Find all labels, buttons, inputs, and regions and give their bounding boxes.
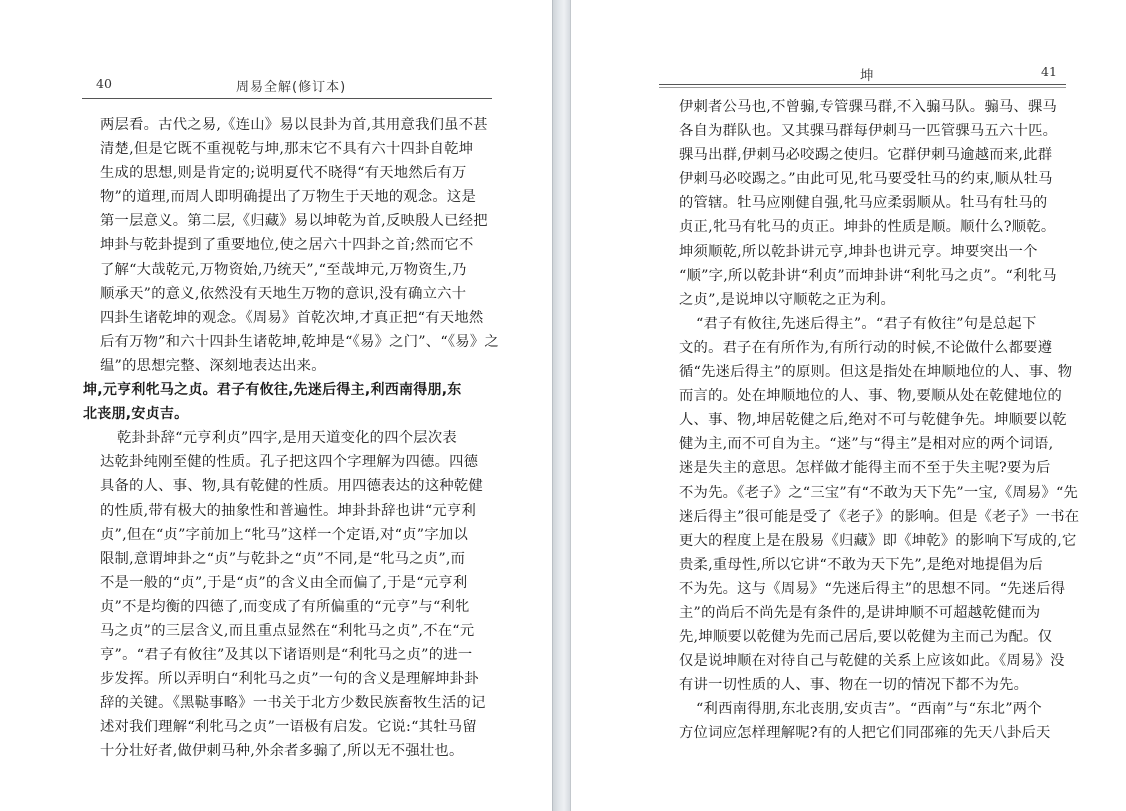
body-text-line: 迷是失主的意思。怎样做才能得主而不至于失主呢?要为后: [679, 460, 1051, 477]
right-page-body: [679, 95, 1079, 746]
body-text-line: 先,坤顺要以乾健为先而己居后,要以乾健为主而己为配。仅: [679, 629, 1053, 646]
body-text-line: 贵柔,重母性,所以它讲“不敢为天下先”,是绝对地提倡为后: [679, 556, 1044, 573]
body-text-line: 的性质,带有极大的抽象性和普遍性。坤卦卦辞也讲“元亨利: [100, 502, 477, 519]
right-header-rule-under: [659, 87, 1066, 88]
body-text-line: 之贞”,是说坤以守顺乾之正为利。: [679, 291, 896, 308]
body-text-line: 乾卦卦辞“元亨利贞”四字,是用天道变化的四个层次表: [117, 430, 457, 447]
book-gutter: [552, 0, 571, 811]
body-text-line: 迷后得主”很可能是受了《老子》的影响。但是《老子》一书在: [679, 508, 1080, 525]
body-text-line: 不是一般的“贞”,于是“贞”的含义由全而偏了,于是“元亨利: [100, 574, 468, 591]
body-text-line: “君子有攸往,先迷后得主”。“君子有攸往”句是总起下: [696, 315, 1037, 332]
body-text-line: 四卦生诸乾坤的观念。《周易》首乾次坤,才真正把“有天地然: [100, 309, 484, 326]
left-page-running-title: 周易全解(修订本): [236, 80, 347, 95]
body-text-line: 贞正,牝马有牝马的贞正。坤卦的性质是顺。顺什么?顺乾。: [679, 219, 1056, 236]
left-page-number: 40: [96, 76, 112, 91]
body-text-line: 具备的人、事、物,具有乾健的性质。用四德表达的这种乾健: [100, 478, 484, 495]
right-page-header: [571, 64, 1126, 96]
body-text-line: 后有万物”和六十四卦生诸乾坤,乾坤是“《易》之门”、“《易》之: [100, 333, 499, 350]
body-text-line: 贞”不是均衡的四德了,而变成了有所偏重的“元亨”与“利牝: [100, 598, 470, 615]
body-text-line: 不为先。《老子》之“三宝”有“不敢为天下先”一宝,《周易》“先: [679, 484, 1079, 501]
left-page-header: [0, 76, 552, 96]
body-text-line: 健为主,而不可自为主。“迷”与“得主”是相对应的两个词语,: [679, 436, 1054, 453]
body-text-line: 骒马出群,伊刺马必咬踢之使归。它群伊刺马逾越而来,此群: [679, 147, 1053, 164]
body-text-line: 贞”,但在“贞”字前加上“牝马”这样一个定语,对“贞”字加以: [100, 526, 468, 543]
right-page-number: 41: [1041, 64, 1057, 79]
body-text-line: 仅是说坤顺在对待自己与乾健的关系上应该如此。《周易》没: [679, 653, 1065, 670]
body-text-line: 方位词应怎样理解呢?有的人把它们同邵雍的先天八卦后天: [679, 725, 1051, 742]
body-text-line: 辞的关键。《黑鞑事略》一书关于北方少数民族畜牧生活的记: [100, 695, 486, 712]
right-page-running-title: 坤: [860, 68, 875, 84]
body-text-line: 而言的。处在坤顺地位的人、事、物,要顺从处在乾健地位的: [679, 388, 1063, 405]
body-text-line: 坤须顺乾,所以乾卦讲元亨,坤卦也讲元亨。坤要突出一个: [679, 243, 1038, 260]
body-text-line: “利西南得朋,东北丧朋,安贞吉”。“西南”与“东北”两个: [696, 701, 1042, 718]
body-text-line: 第一层意义。第二层,《归藏》易以坤乾为首,反映殷人已经把: [100, 213, 488, 230]
body-text-line: 亨”。“君子有攸往”及其以下诸语则是“利牝马之贞”的进一: [100, 647, 473, 664]
body-text-line: 缊”的思想完整、深刻地表达出来。: [100, 357, 326, 374]
body-text-line: 各自为群队也。又其骒马群每伊刺马一匹管骒马五六十匹。: [679, 123, 1058, 140]
body-text-line: 了解“大哉乾元,万物资始,乃统天”,“至哉坤元,万物资生,乃: [100, 261, 467, 278]
body-text-line: 顺承天”的意义,依然没有天地生万物的意识,没有确立六十: [100, 285, 467, 302]
body-text-line: 不为先。这与《周易》“先迷后得主”的思想不同。“先迷后得: [679, 580, 1066, 597]
body-text-line: 循“先迷后得主”的原则。但这是指处在坤顺地位的人、事、物: [679, 364, 1073, 381]
scripture-text-line: 北丧朋,安贞吉。: [83, 406, 189, 423]
body-text-line: 两层看。古代之易,《连山》易以艮卦为首,其用意我们虽不甚: [100, 117, 488, 133]
left-page: [0, 0, 552, 811]
body-text-line: 的管辖。牡马应刚健自强,牝马应柔弱顺从。牡马有牡马的: [679, 195, 1048, 212]
body-text-line: 清楚,但是它既不重视乾与坤,那末它不具有六十四卦自乾坤: [100, 141, 474, 158]
body-text-line: 坤卦与乾卦提到了重要地位,使之居六十四卦之首;然而它不: [100, 237, 474, 254]
body-text-line: 述对我们理解“利牝马之贞”一语极有启发。它说:“其牡马留: [100, 719, 477, 736]
body-text-line: 马之贞”的三层含义,而且重点显然在“利牝马之贞”,不在“元: [100, 622, 475, 639]
body-text-line: 伊刺马必咬踢之。”由此可见,牝马要受牡马的约束,顺从牡马: [679, 171, 1053, 188]
body-text-line: 伊刺者公马也,不曾骟,专管骒马群,不入骟马队。骟马、骒马: [679, 99, 1058, 115]
body-text-line: 物”的道理,而周人即明确提出了万物生于天地的观念。这是: [100, 189, 477, 206]
body-text-line: 达乾卦纯刚至健的性质。孔子把这四个字理解为四德。四德: [100, 454, 479, 471]
left-header-rule: [82, 98, 492, 99]
body-text-line: 人、事、物,坤居乾健之后,绝对不可与乾健争先。坤顺要以乾: [679, 412, 1067, 429]
right-header-rule: [659, 84, 1066, 85]
body-text-line: 主”的尚后不尚先是有条件的,是讲坤顺不可超越乾健而为: [679, 604, 1041, 621]
right-page: [571, 0, 1126, 811]
body-text-line: 限制,意谓坤卦之“贞”与乾卦之“贞”不同,是“牝马之贞”,而: [100, 550, 466, 567]
body-text-line: 步发挥。所以弄明白“利牝马之贞”一句的含义是理解坤卦卦: [100, 671, 479, 688]
body-text-line: 有讲一切性质的人、事、物在一切的情况下都不为先。: [679, 677, 1029, 694]
body-text-line: 文的。君子在有所作为,有所行动的时候,不论做什么都要遵: [679, 339, 1053, 356]
body-text-line: 生成的思想,则是肯定的;说明夏代不晓得“有天地然后有万: [100, 165, 467, 182]
body-text-line: “顺”字,所以乾卦讲“利贞”而坤卦讲“利牝马之贞”。“利牝马: [679, 267, 1057, 284]
left-page-body: [83, 113, 500, 764]
scripture-text-line: 坤,元亨利牝马之贞。君子有攸往,先迷后得主,利西南得朋,东: [83, 382, 462, 399]
body-text-line: 十分壮好者,做伊刺马种,外余者多骟了,所以无不强壮也。: [100, 743, 464, 760]
body-text-line: 更大的程度上是在殷易《归藏》即《坤乾》的影响下写成的,它: [679, 532, 1077, 549]
